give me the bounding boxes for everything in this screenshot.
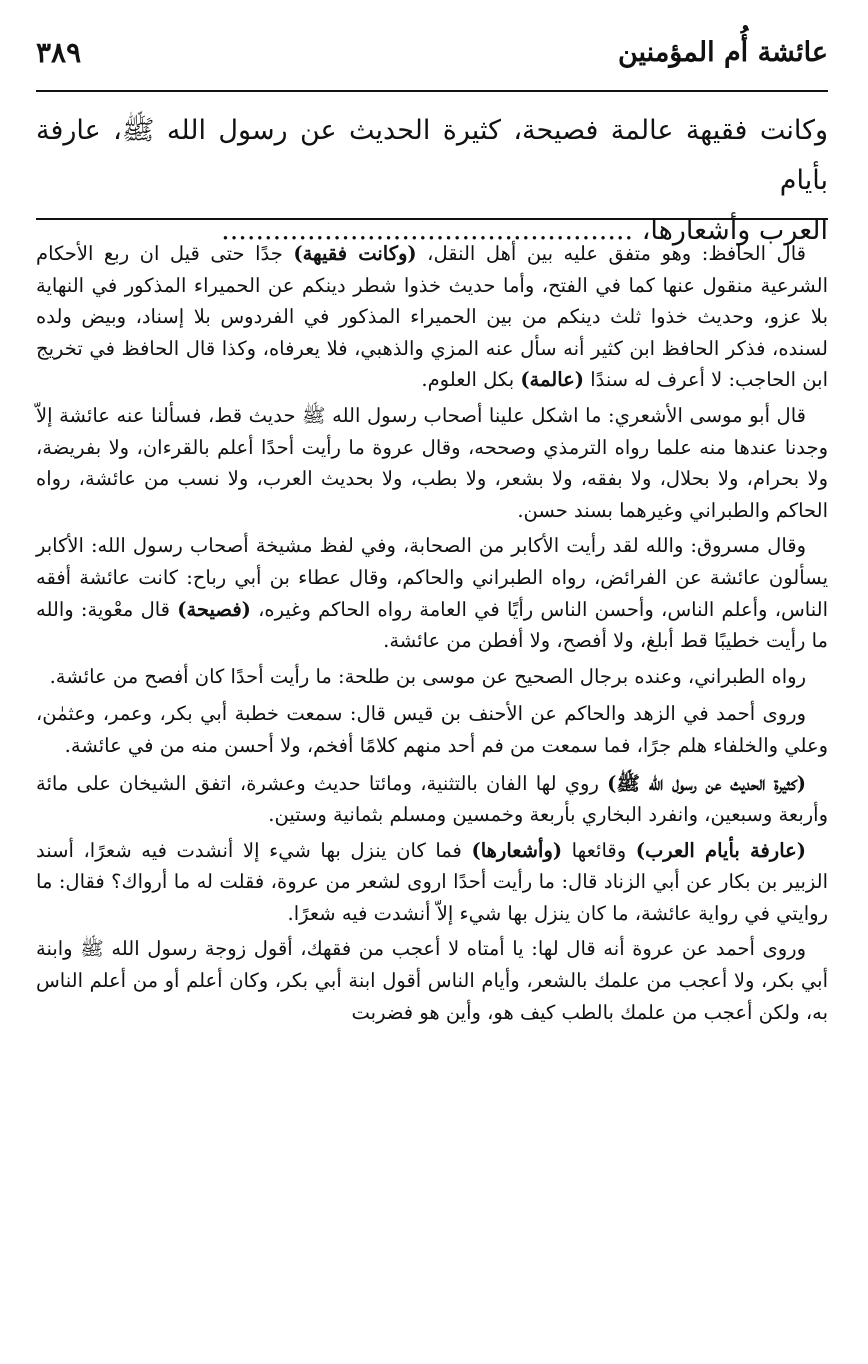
paragraph-6-term-a: (كثيرة الحديث عن رسول الله ﷺ): [607, 771, 806, 795]
paragraph-5: وروى أحمد في الزهد والحاكم عن الأحنف بن قيس قال: سمعت خطبة أبي بكر، وعمر، وعثمٰن، وعلي والخلفاء هلم جرًا، فما سمعت من فم أحد منهم كلامًا أفخم، ولا أحسن منه من في عائشة.: [36, 702, 828, 757]
paragraph-3-term-a: (فصيحة): [177, 597, 251, 621]
paragraph-3: [36, 530, 828, 656]
paragraph-3-text-a: وقال مسروق: والله لقد رأيت الأكابر من الصحابة، وفي لفظ مشيخة أصحاب رسول الله: الأكابر يسألون عائشة عن الفرائض، رواه الطبراني والحاكم، وقال عطاء بن أبي رباح: كانت عائشة أفقه الناس، وأعلم الناس، وأحسن الناس رأيًا في العامة رواه الحاكم وغيره،: [36, 534, 828, 621]
page-header: [36, 28, 828, 76]
paragraph-7-text-b: فما كان ينزل بها شيء إلا أنشدت فيه شعرًا، أسند الزبير بن بكار عن أبي الزناد قال: ما رأيت أحدًا اروى لشعر من عروة، فقلت له ما أرواك؟ فقال: ما روايتي في رواية عائشة، ما كان ينزل بها شيء إلاّ أنشدت فيه شعرًا.: [36, 838, 828, 925]
paragraph-8: وروى أحمد عن عروة أنه قال لها: يا أمتاه لا أعجب من فقهك، أقول زوجة رسول الله ﷺ وابنة أبي بكر، ولا أعجب من علمك بالشعر، وأيام الناس أقول ابنة أبي بكر، وكان أعلم أو من أعلم الناس به، ولكن أعجب من علمك بالطب كيف هو، وأين هو فضربت: [36, 937, 828, 1024]
paragraph-7-term-a: (عارفة بأيام العرب): [635, 838, 806, 862]
paragraph-7: [36, 835, 828, 930]
paragraph-6: [36, 768, 828, 831]
commentary-rule: [36, 218, 828, 220]
paragraph-1-text-a: قال الحافظ: وهو متفق عليه بين أهل النقل،: [416, 242, 806, 265]
header-rule: [36, 90, 828, 92]
paragraph-6-text-a: روي لها الفان بالتثنية، ومائتا حديث وعشرة، اتفق الشيخان على مائة وأربعة وسبعين، وانفرد البخاري بأربعة وخمسين ومسلم بثمانية وستين.: [36, 771, 828, 827]
paragraph-4: رواه الطبراني، وعنده برجال الصحيح عن موسى بن طلحة: ما رأيت أحدًا كان أفصح من عائشة.: [49, 664, 806, 688]
paragraph-2: قال أبو موسى الأشعري: ما اشكل علينا أصحاب رسول الله ﷺ حديث قط، فسألنا عنه عائشة إلاّ وجدنا عندها منه علما رواه الترمذي وصححه، وقال عروة ما رأيت أحدًا أعلم بالقرءان، ولا بفريضة، ولا بحرام، ولا بحلال، ولا بفقه، ولا بشعر، ولا بطب، ولا بحديث العرب، ولا نسب من عائشة، رواه الحاكم والطبراني وغيرهما بسند حسن.: [36, 403, 828, 522]
main-text-line-1: وكانت فقيهة عالمة فصيحة، كثيرة الحديث عن رسول الله ﷺ، عارفة بأيام: [36, 115, 828, 196]
paragraph-1-term-a: (وكانت فقيهة): [293, 242, 417, 265]
paragraph-7-term-b: (وأشعارها): [471, 838, 563, 862]
main-text: [36, 106, 828, 256]
paragraph-1: [36, 238, 828, 396]
commentary-body: [36, 238, 828, 1032]
paragraph-1-text-b: جدًا حتى قيل ان ربع الأحكام الشرعية منقول عنها كما في الفتح، وأما حديث خذوا شطر دينكم عن الحميراء المذكور في النهاية بلا عزو، وحديث خذوا ثلث دينكم من بين الحميراء المذكور في الفردوس بلا إسناد، وبيض ولده لسنده، فذكر الحافظ ابن كثير أنه سأل عنه المزي والذهبي، فلا يعرفاه، وكذا قال الحافظ في تخريج ابن الحاجب: لا أعرف له سندًا: [36, 242, 828, 392]
paragraph-1-text-c: بكل العلوم.: [421, 368, 521, 392]
page-number: ٣٨٩: [36, 35, 82, 69]
running-title: عائشة أُم المؤمنين: [617, 36, 828, 68]
ellipsis-dots: ................................................: [221, 215, 634, 246]
main-text-line-2-words: العرب وأشعارها،: [641, 215, 828, 246]
paragraph-1-term-b: (عالمة): [520, 368, 585, 392]
paragraph-3-text-b: قال معْوية: والله ما رأيت خطيبًا قط أبلغ، ولا أفصح، ولا أفطن من عائشة.: [36, 597, 828, 653]
paragraph-7-text-a: وقائعها: [562, 838, 636, 862]
